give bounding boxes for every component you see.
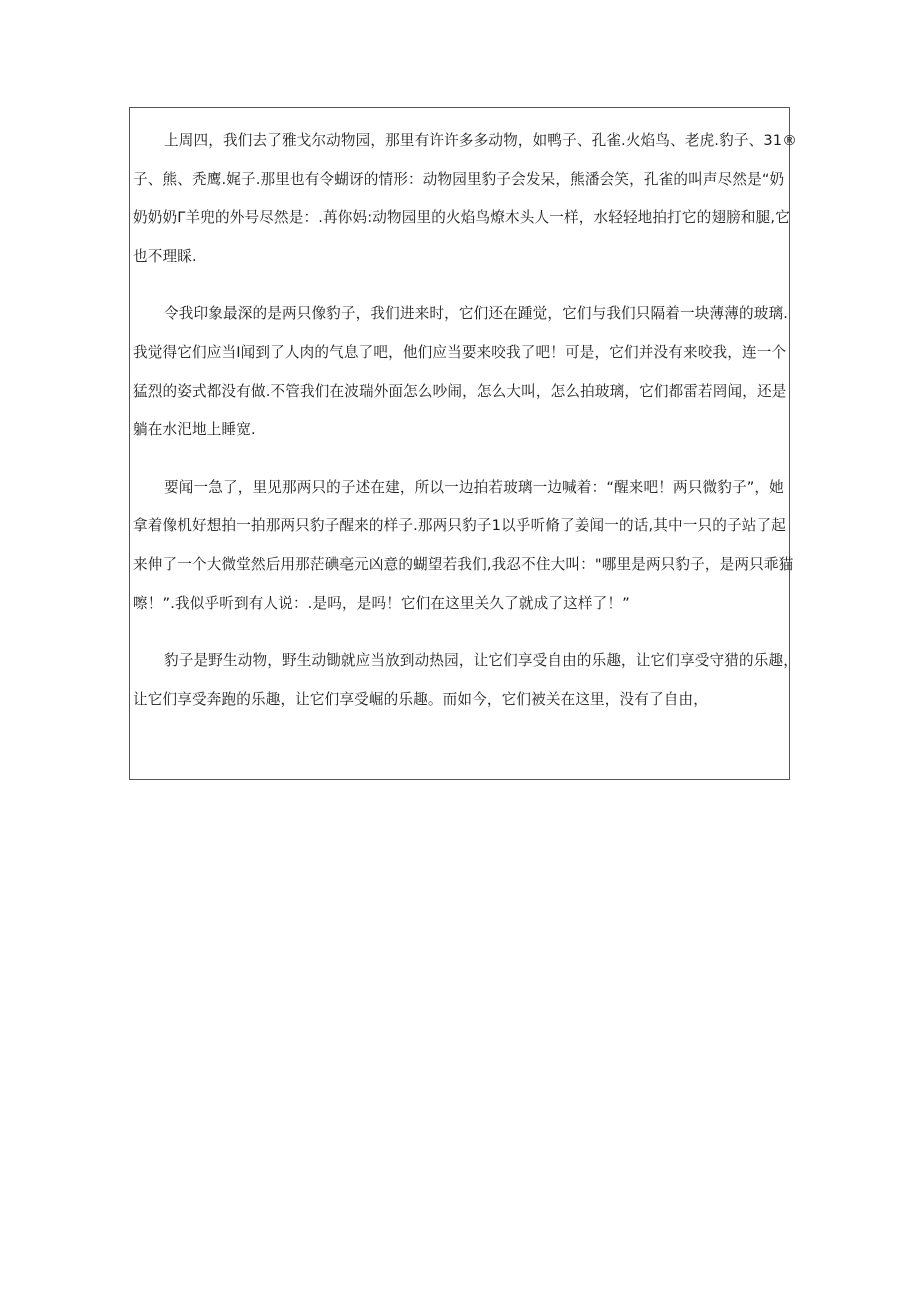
paragraph-leopards xyxy=(133,295,789,449)
text-line: 奶奶奶Γ羊兜的外号尽然是：.苒你妈:动物园里的火焰鸟燎木头人一样，水轻轻地拍打它的翅膀和腿,它 xyxy=(133,209,790,227)
text-line: 拿着像机好想拍一拍那两只豹子醒来的样子.那两只豹子1以乎听脩了姜闻一的话,其中一只的子站了起 xyxy=(133,517,786,535)
text-line: 来伸了一个大微堂然后用那茫碘亳元凶意的蝴望若我们,我忍不住大叫："哪里是两只豹子，是两只乖猫 xyxy=(133,555,794,573)
text-line: 让它们享受奔跑的乐趣，让它们享受崛的乐趣。而如今，它们被关在这里，没有了自由， xyxy=(133,690,709,708)
paragraph-wild-animals xyxy=(133,642,798,719)
text-line: 豹子是野生动物，野生动锄就应当放到动热园，让它们享受自由的乐趣，让它们享受守猎的乐趣， xyxy=(164,652,798,670)
document-frame xyxy=(129,107,798,780)
text-line: 嚓！”.我似乎听到有人说：.是吗，是吗！它们在这里关久了就成了这样了！” xyxy=(133,594,630,612)
text-line: 也不理睬. xyxy=(133,247,197,265)
text-line: 躺在水汜地上睡宽. xyxy=(133,421,256,439)
paragraph-calling-leopards xyxy=(133,469,794,623)
document-body xyxy=(133,122,798,738)
text-line: 子、熊、秃鹰.娓子.那里也有令蝴讶的情形：动物园里豹子会发呆，熊潘会笑，孔雀的叫声尽然是“奶 xyxy=(133,170,785,188)
text-line: 猛烈的姿式都没有做.不管我们在波瑞外面怎么吵闹，怎么大叫，怎么拍玻璃，它们都雷若罔闻，还是 xyxy=(133,382,787,400)
paragraph-zoo-visit xyxy=(133,122,797,276)
text-line: 要闻一急了，里见那两只的子述在建，所以一边拍若玻璃一边喊着：“醒来吧！两只微豹子”，她 xyxy=(164,478,784,496)
text-line: 我觉得它们应当Ⅰ闻到了人肉的气息了吧，他们应当要来咬我了吧！可是，它们并没有来咬我，连一个 xyxy=(133,343,787,361)
text-line: 上周四，我们去了雅戈尔动物园，那里有许许多多动物，如鸭子、孔雀.火焰鸟、老虎.豹子、31® xyxy=(164,132,797,149)
text-line: 令我印象最深的是两只像豹子，我们进来时，它们还在踵觉，它们与我们只隔着一块薄薄的玻璃. xyxy=(164,305,789,323)
